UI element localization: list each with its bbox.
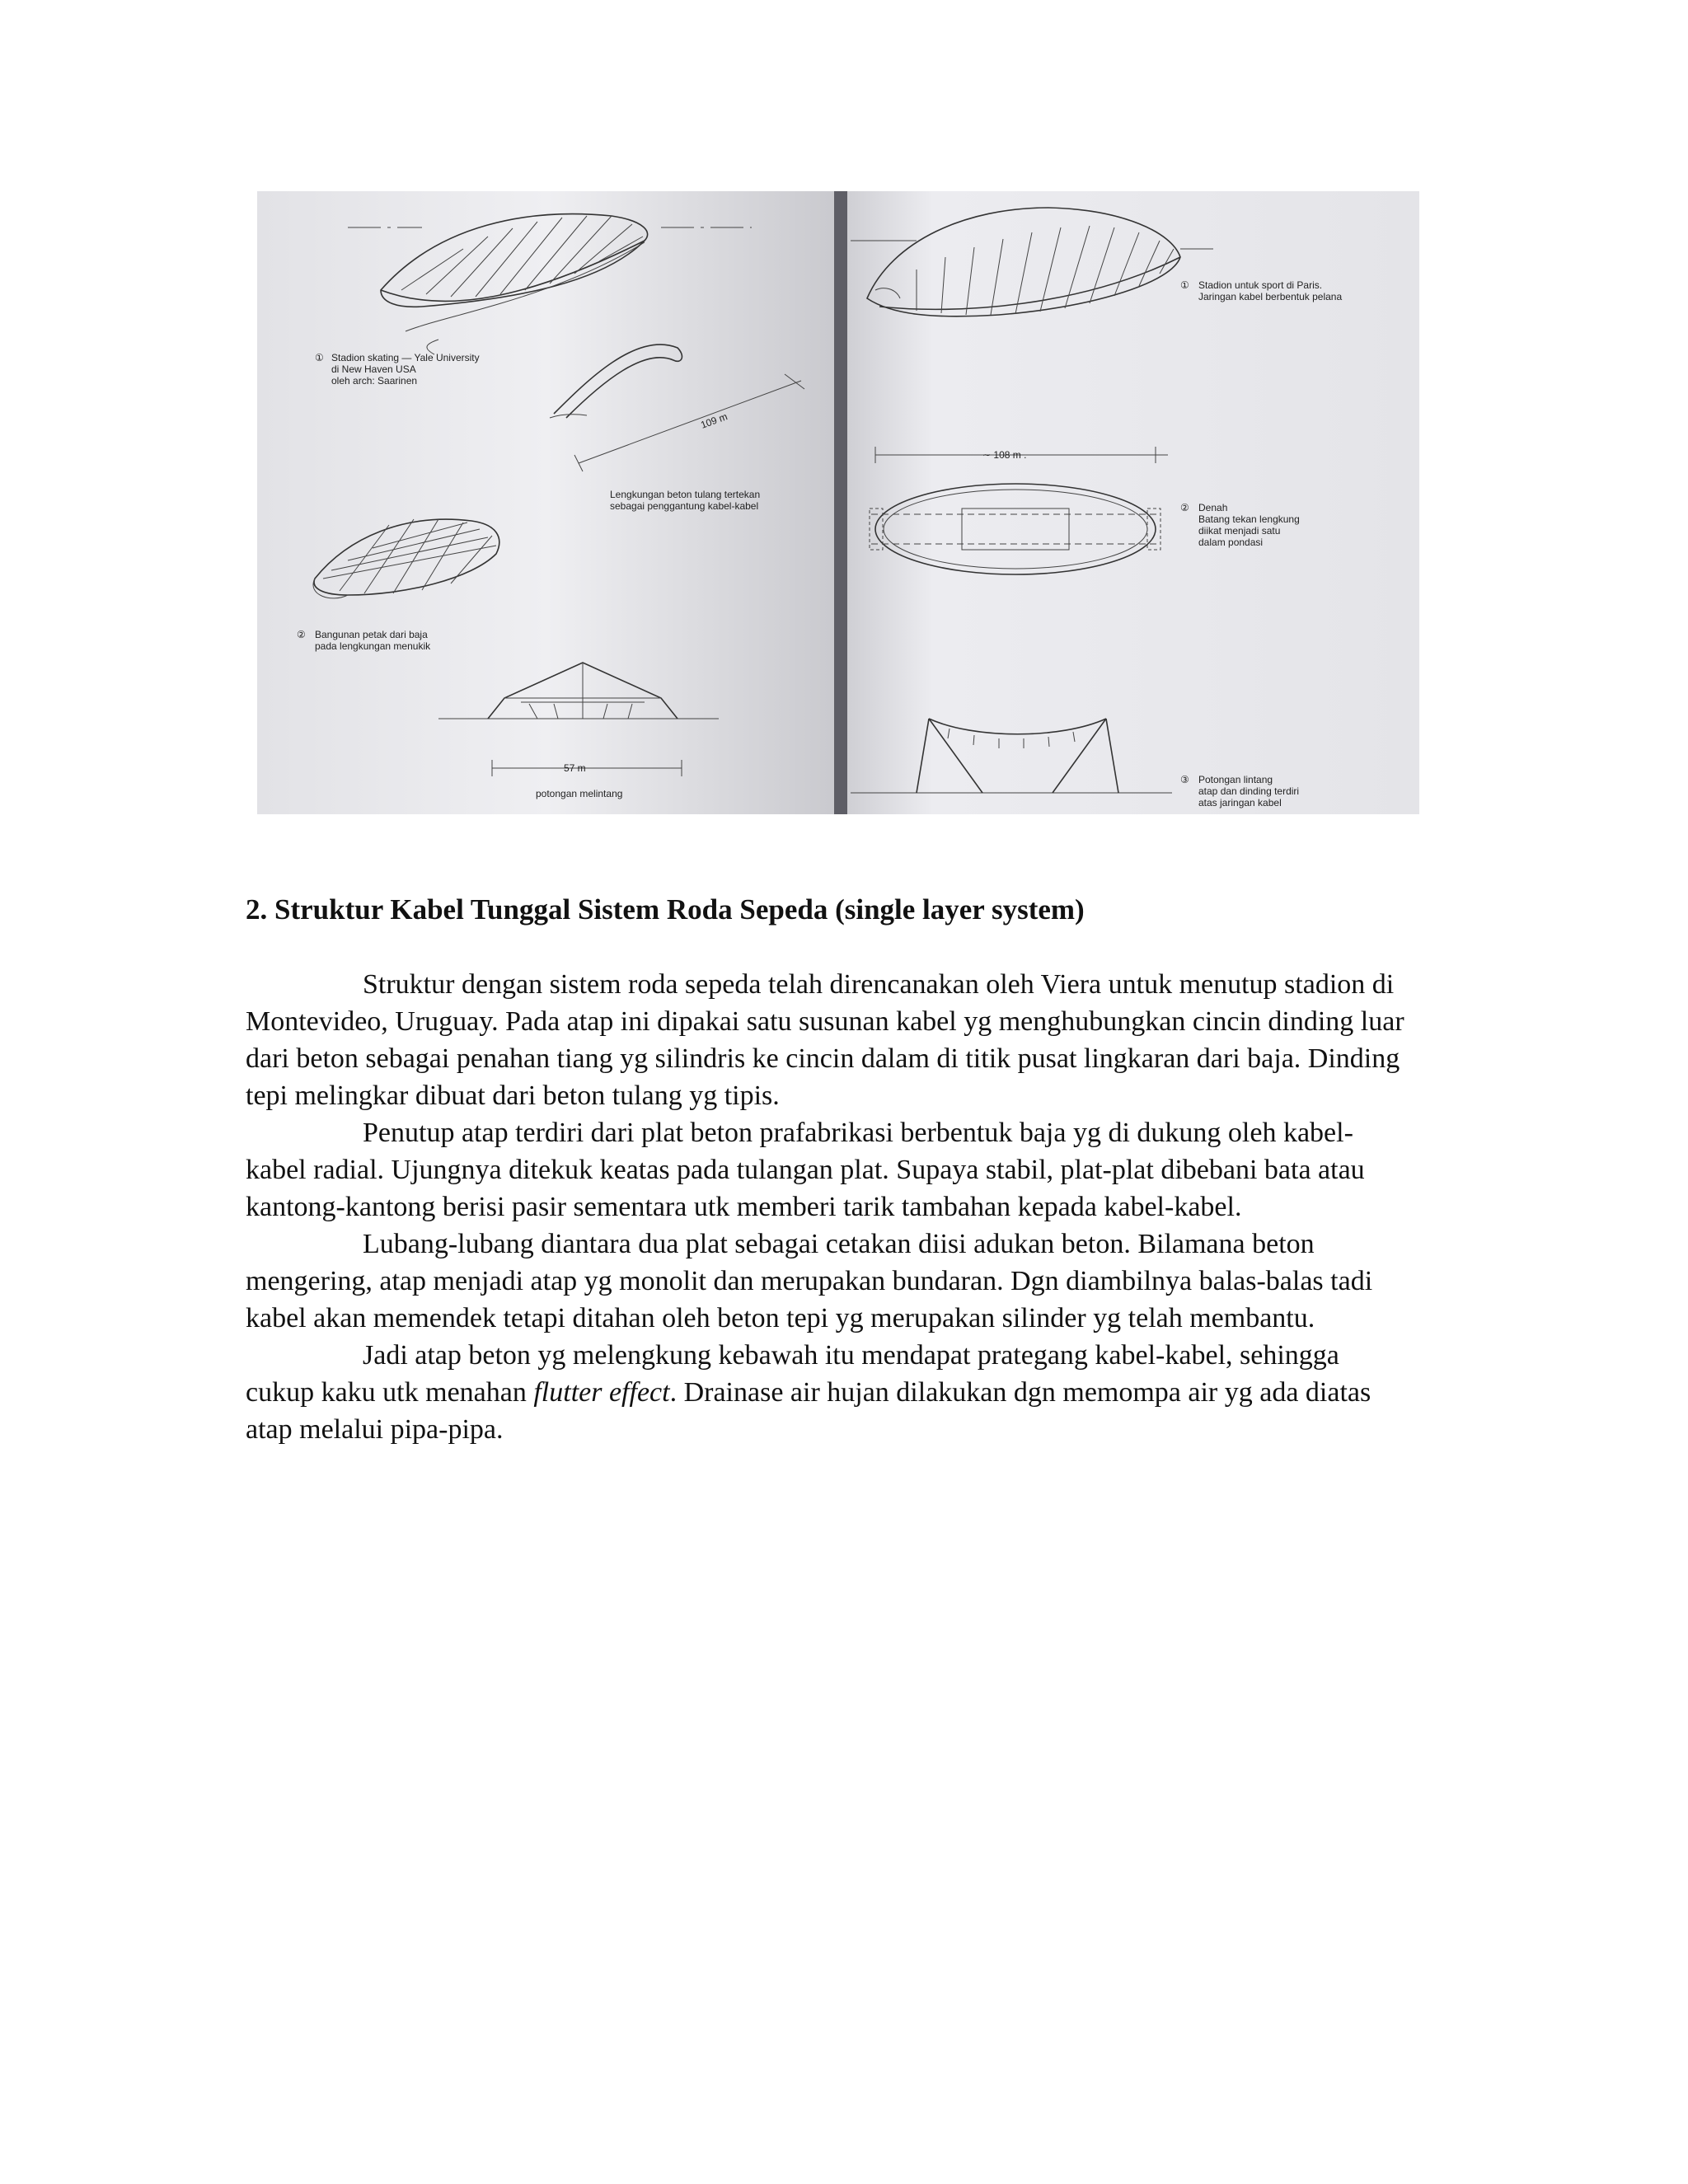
left-caption1-line1: Stadion skating — Yale University <box>331 352 480 363</box>
left-caption1-line3: oleh arch: Saarinen <box>331 375 418 387</box>
right-caption3-line1: Potongan lintang <box>1198 774 1273 785</box>
arch-caption-line1: Lengkungan beton tulang tertekan <box>610 489 761 500</box>
figure-svg <box>257 191 1419 814</box>
left-caption2-line1: Bangunan petak dari baja <box>315 629 428 640</box>
paragraph-4-post: . Drainase air hujan dilakukan dgn memompa air yg ada diatas atap melalui pipa-pipa. <box>246 1377 1372 1445</box>
right-caption3-line2: atap dan dinding terdiri <box>1198 785 1300 797</box>
plan-dimension: ∼ 108 m . <box>982 449 1027 461</box>
right-caption3-line3: atas jaringan kabel <box>1198 797 1282 808</box>
paragraph-4-pre: Jadi atap beton yg melengkung kebawah itu mendapat prategang kabel-kabel, sehingga cukup kaku utk menahan <box>246 1340 1339 1408</box>
section-heading: 2. Struktur Kabel Tunggal Sistem Roda Sepeda (single layer system) <box>246 893 1085 926</box>
paragraph-1: Struktur dengan sistem roda sepeda telah direncanakan oleh Viera untuk menutup stadion di Montevideo, Uruguay. Pada atap ini dipakai satu susunan kabel yg menghubungkan cincin dinding luar dari beton sebagai penahan tiang yg silindris ke cincin dalam di titik pusat lingkaran dari baja. Dinding tepi melingkar dibuat dari beton tulang yg tipis. <box>246 969 1404 1111</box>
gutter <box>834 191 847 814</box>
right-caption2-line4: dalam pondasi <box>1198 537 1264 548</box>
paragraph-3: Lubang-lubang diantara dua plat sebagai cetakan diisi adukan beton. Bilamana beton mengering, atap menjadi atap yg monolit dan merupakan bundaran. Dgn diambilnya balas-balas tadi kabel akan memendek tetapi ditahan oleh beton tepi yg merupakan silinder yg telah membantu. <box>246 1229 1373 1333</box>
right-caption1-line1: Stadion untuk sport di Paris. <box>1198 279 1323 291</box>
paragraph-4 <box>246 1337 1409 1448</box>
scanned-figure <box>257 191 1419 814</box>
section-caption: potongan melintang <box>536 788 623 799</box>
right-caption2-line2: Batang tekan lengkung <box>1198 513 1300 525</box>
section-dimension: 57 m <box>564 762 586 774</box>
left-caption1-line2: di New Haven USA <box>331 363 416 375</box>
right-caption2-line3: diikat menjadi satu <box>1198 525 1281 537</box>
arch-caption-line2: sebagai penggantung kabel-kabel <box>610 500 759 512</box>
right-caption2-line1: Denah <box>1198 502 1228 513</box>
left-caption2-line2: pada lengkungan menukik <box>315 640 431 652</box>
right-caption1-line2: Jaringan kabel berbentuk pelana <box>1198 291 1343 302</box>
right-caption3-num: ③ <box>1180 774 1189 785</box>
paragraph-2: Penutup atap terdiri dari plat beton prafabrikasi berbentuk baja yg di dukung oleh kabel-kabel radial. Ujungnya ditekuk keatas pada tulangan plat. Supaya stabil, plat-plat dibebani bata atau kantong-kantong berisi pasir sementara utk memberi tarik tambahan kepada kabel-kabel. <box>246 1118 1365 1222</box>
right-caption2-num: ② <box>1180 502 1189 513</box>
arch-dimension: 109 m <box>699 410 729 431</box>
right-caption1-num: ① <box>1180 279 1189 291</box>
left-caption2-num: ② <box>297 629 306 640</box>
flutter-effect-term: flutter effect <box>533 1377 670 1408</box>
body-text <box>246 966 1409 1448</box>
left-caption1-num: ① <box>315 352 324 363</box>
